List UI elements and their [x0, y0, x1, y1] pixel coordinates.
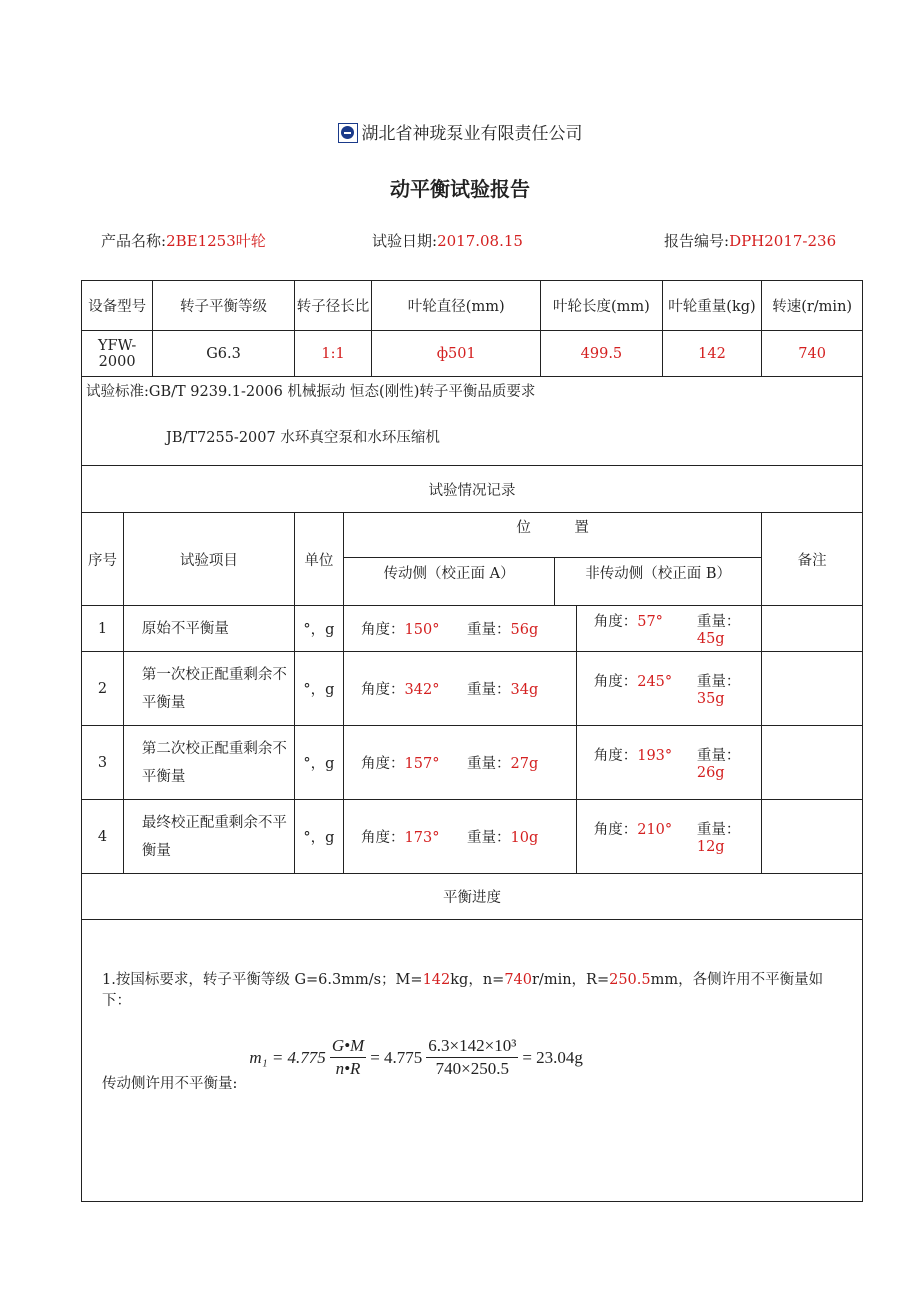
spec-value: YFW-2000 — [82, 331, 153, 377]
weight-value: 45g — [696, 631, 725, 647]
company-logo-icon — [338, 123, 358, 143]
product-info — [101, 230, 266, 251]
spec-header: 转速(r/min) — [762, 281, 863, 331]
row-side-a — [344, 606, 577, 652]
company-header — [0, 119, 920, 144]
col-remark-header: 备注 — [762, 513, 863, 606]
report-number-value: DPH2017-236 — [729, 232, 837, 250]
angle-value: 210° — [637, 822, 673, 838]
weight-label: 重量： — [696, 674, 741, 690]
angle-label: 角度： — [593, 674, 638, 690]
row-seq: 1 — [82, 606, 124, 652]
row-item: 最终校正配重剩余不平衡量 — [123, 800, 294, 874]
angle-value: 57° — [637, 614, 663, 630]
row-side-a — [344, 800, 577, 874]
row-seq: 4 — [82, 800, 124, 874]
angle-label: 角度： — [593, 748, 638, 764]
report-table — [81, 280, 863, 1202]
report-title: 动平衡试验报告 — [390, 177, 530, 201]
row-seq: 3 — [82, 726, 124, 800]
row-remark — [762, 800, 863, 874]
spec-header-row — [82, 281, 863, 331]
row-unit: °，g — [294, 726, 343, 800]
weight-value: 34g — [510, 682, 539, 698]
weight-label: 重量： — [467, 756, 511, 772]
weight-value: 12g — [696, 839, 725, 855]
row-seq: 2 — [82, 652, 124, 726]
report-number-label: 报告编号: — [664, 232, 730, 250]
col-unit-header: 单位 — [294, 513, 343, 606]
weight-value: 10g — [510, 830, 539, 846]
progress-title-row — [82, 874, 863, 920]
row-side-a — [344, 652, 577, 726]
angle-value: 150° — [404, 622, 440, 638]
record-row — [82, 652, 863, 726]
row-unit: °，g — [294, 800, 343, 874]
allowable-unbalance-formula — [102, 1036, 842, 1092]
row-remark — [762, 726, 863, 800]
date-value: 2017.08.15 — [437, 232, 523, 250]
spec-header: 叶轮长度(mm) — [541, 281, 663, 331]
weight-label: 重量： — [696, 748, 741, 764]
weight-label: 重量： — [467, 830, 511, 846]
formula-fraction-1 — [330, 1036, 366, 1079]
speed-value: 740 — [504, 972, 532, 988]
standard-line-1: 试验标准:GB/T 9239.1-2006 机械振动 恒态(刚性)转子平衡品质要求 — [86, 384, 536, 400]
progress-paragraph: 1.按国标要求，转子平衡等级 G=6.3mm/s；M=142kg，n=740r/min，R=250.5mm，各侧许用不平衡量如下： — [102, 972, 824, 1009]
spec-value-row — [82, 331, 863, 377]
record-row — [82, 800, 863, 874]
spec-value: 740 — [762, 331, 863, 377]
row-side-b — [576, 726, 762, 800]
spec-header: 叶轮直径(mm) — [372, 281, 541, 331]
formula-eq2: = 4.775 — [370, 1047, 423, 1067]
angle-label: 角度： — [361, 682, 405, 698]
row-unit: °，g — [294, 652, 343, 726]
spec-header: 叶轮重量(kg) — [662, 281, 762, 331]
date-info — [372, 230, 523, 251]
fraction-1-denominator: n•R — [335, 1059, 361, 1078]
spec-value: ф501 — [372, 331, 541, 377]
mass-value: 142 — [422, 972, 451, 988]
product-label: 产品名称: — [101, 232, 167, 250]
row-side-b — [576, 606, 762, 652]
fraction-2-numerator: 6.3×142×10³ — [426, 1036, 518, 1058]
record-title-row — [82, 466, 863, 513]
angle-label: 角度： — [593, 614, 638, 630]
row-side-a — [344, 726, 577, 800]
angle-label: 角度： — [593, 822, 638, 838]
weight-label: 重量： — [696, 614, 741, 630]
col-position-header — [344, 513, 762, 606]
fraction-1-numerator: G•M — [330, 1036, 366, 1058]
progress-content — [82, 920, 863, 1202]
weight-label: 重量： — [467, 622, 511, 638]
weight-value: 27g — [510, 756, 539, 772]
row-unit: °，g — [294, 606, 343, 652]
spec-header: 设备型号 — [82, 281, 153, 331]
formula-result: = 23.04g — [522, 1047, 583, 1067]
row-side-b — [576, 652, 762, 726]
record-header-row — [82, 513, 863, 606]
angle-value: 157° — [404, 756, 440, 772]
progress-row — [82, 920, 863, 1202]
radius-value: 250.5 — [609, 972, 651, 988]
angle-value: 173° — [404, 830, 440, 846]
weight-label: 重量： — [696, 822, 741, 838]
position-title: 位 置 — [344, 513, 761, 558]
spec-value: G6.3 — [153, 331, 295, 377]
angle-label: 角度： — [361, 830, 405, 846]
spec-value: 1:1 — [294, 331, 372, 377]
row-remark — [762, 606, 863, 652]
side-a-header: 传动侧（校正面 A） — [344, 558, 555, 605]
angle-value: 342° — [404, 682, 440, 698]
col-item-header: 试验项目 — [123, 513, 294, 606]
record-row — [82, 726, 863, 800]
record-row — [82, 606, 863, 652]
weight-value: 35g — [696, 691, 725, 707]
weight-label: 重量： — [467, 682, 511, 698]
weight-value: 26g — [696, 765, 725, 781]
standard-text — [82, 380, 862, 450]
spec-value: 499.5 — [541, 331, 663, 377]
row-item: 原始不平衡量 — [123, 606, 294, 652]
row-item: 第一次校正配重剩余不平衡量 — [123, 652, 294, 726]
formula-lhs: m₁ = 4.775 — [249, 1047, 326, 1067]
angle-value: 245° — [637, 674, 673, 690]
spec-value: 142 — [662, 331, 762, 377]
progress-title: 平衡进度 — [82, 874, 863, 920]
date-label: 试验日期: — [372, 232, 438, 250]
standard-line-2: JB/T7255-2007 水环真空泵和水环压缩机 — [166, 430, 440, 446]
row-remark — [762, 652, 863, 726]
angle-value: 193° — [637, 748, 673, 764]
row-item: 第二次校正配重剩余不平衡量 — [123, 726, 294, 800]
formula-label: 传动侧许用不平衡量: — [102, 1076, 238, 1092]
spec-header: 转子径长比 — [294, 281, 372, 331]
report-number-info — [664, 230, 836, 251]
fraction-2-denominator: 740×250.5 — [435, 1059, 509, 1078]
product-value: 2BE1253叶轮 — [166, 232, 266, 250]
formula-fraction-2 — [426, 1036, 518, 1079]
record-section-title: 试验情况记录 — [82, 466, 863, 513]
company-name: 湖北省神珑泵业有限责任公司 — [361, 124, 583, 144]
row-side-b — [576, 800, 762, 874]
angle-label: 角度： — [361, 756, 405, 772]
col-seq-header: 序号 — [82, 513, 124, 606]
angle-label: 角度： — [361, 622, 405, 638]
side-b-header: 非传动侧（校正面 B） — [585, 566, 732, 582]
standard-row — [82, 377, 863, 466]
spec-header: 转子平衡等级 — [153, 281, 295, 331]
weight-value: 56g — [510, 622, 539, 638]
